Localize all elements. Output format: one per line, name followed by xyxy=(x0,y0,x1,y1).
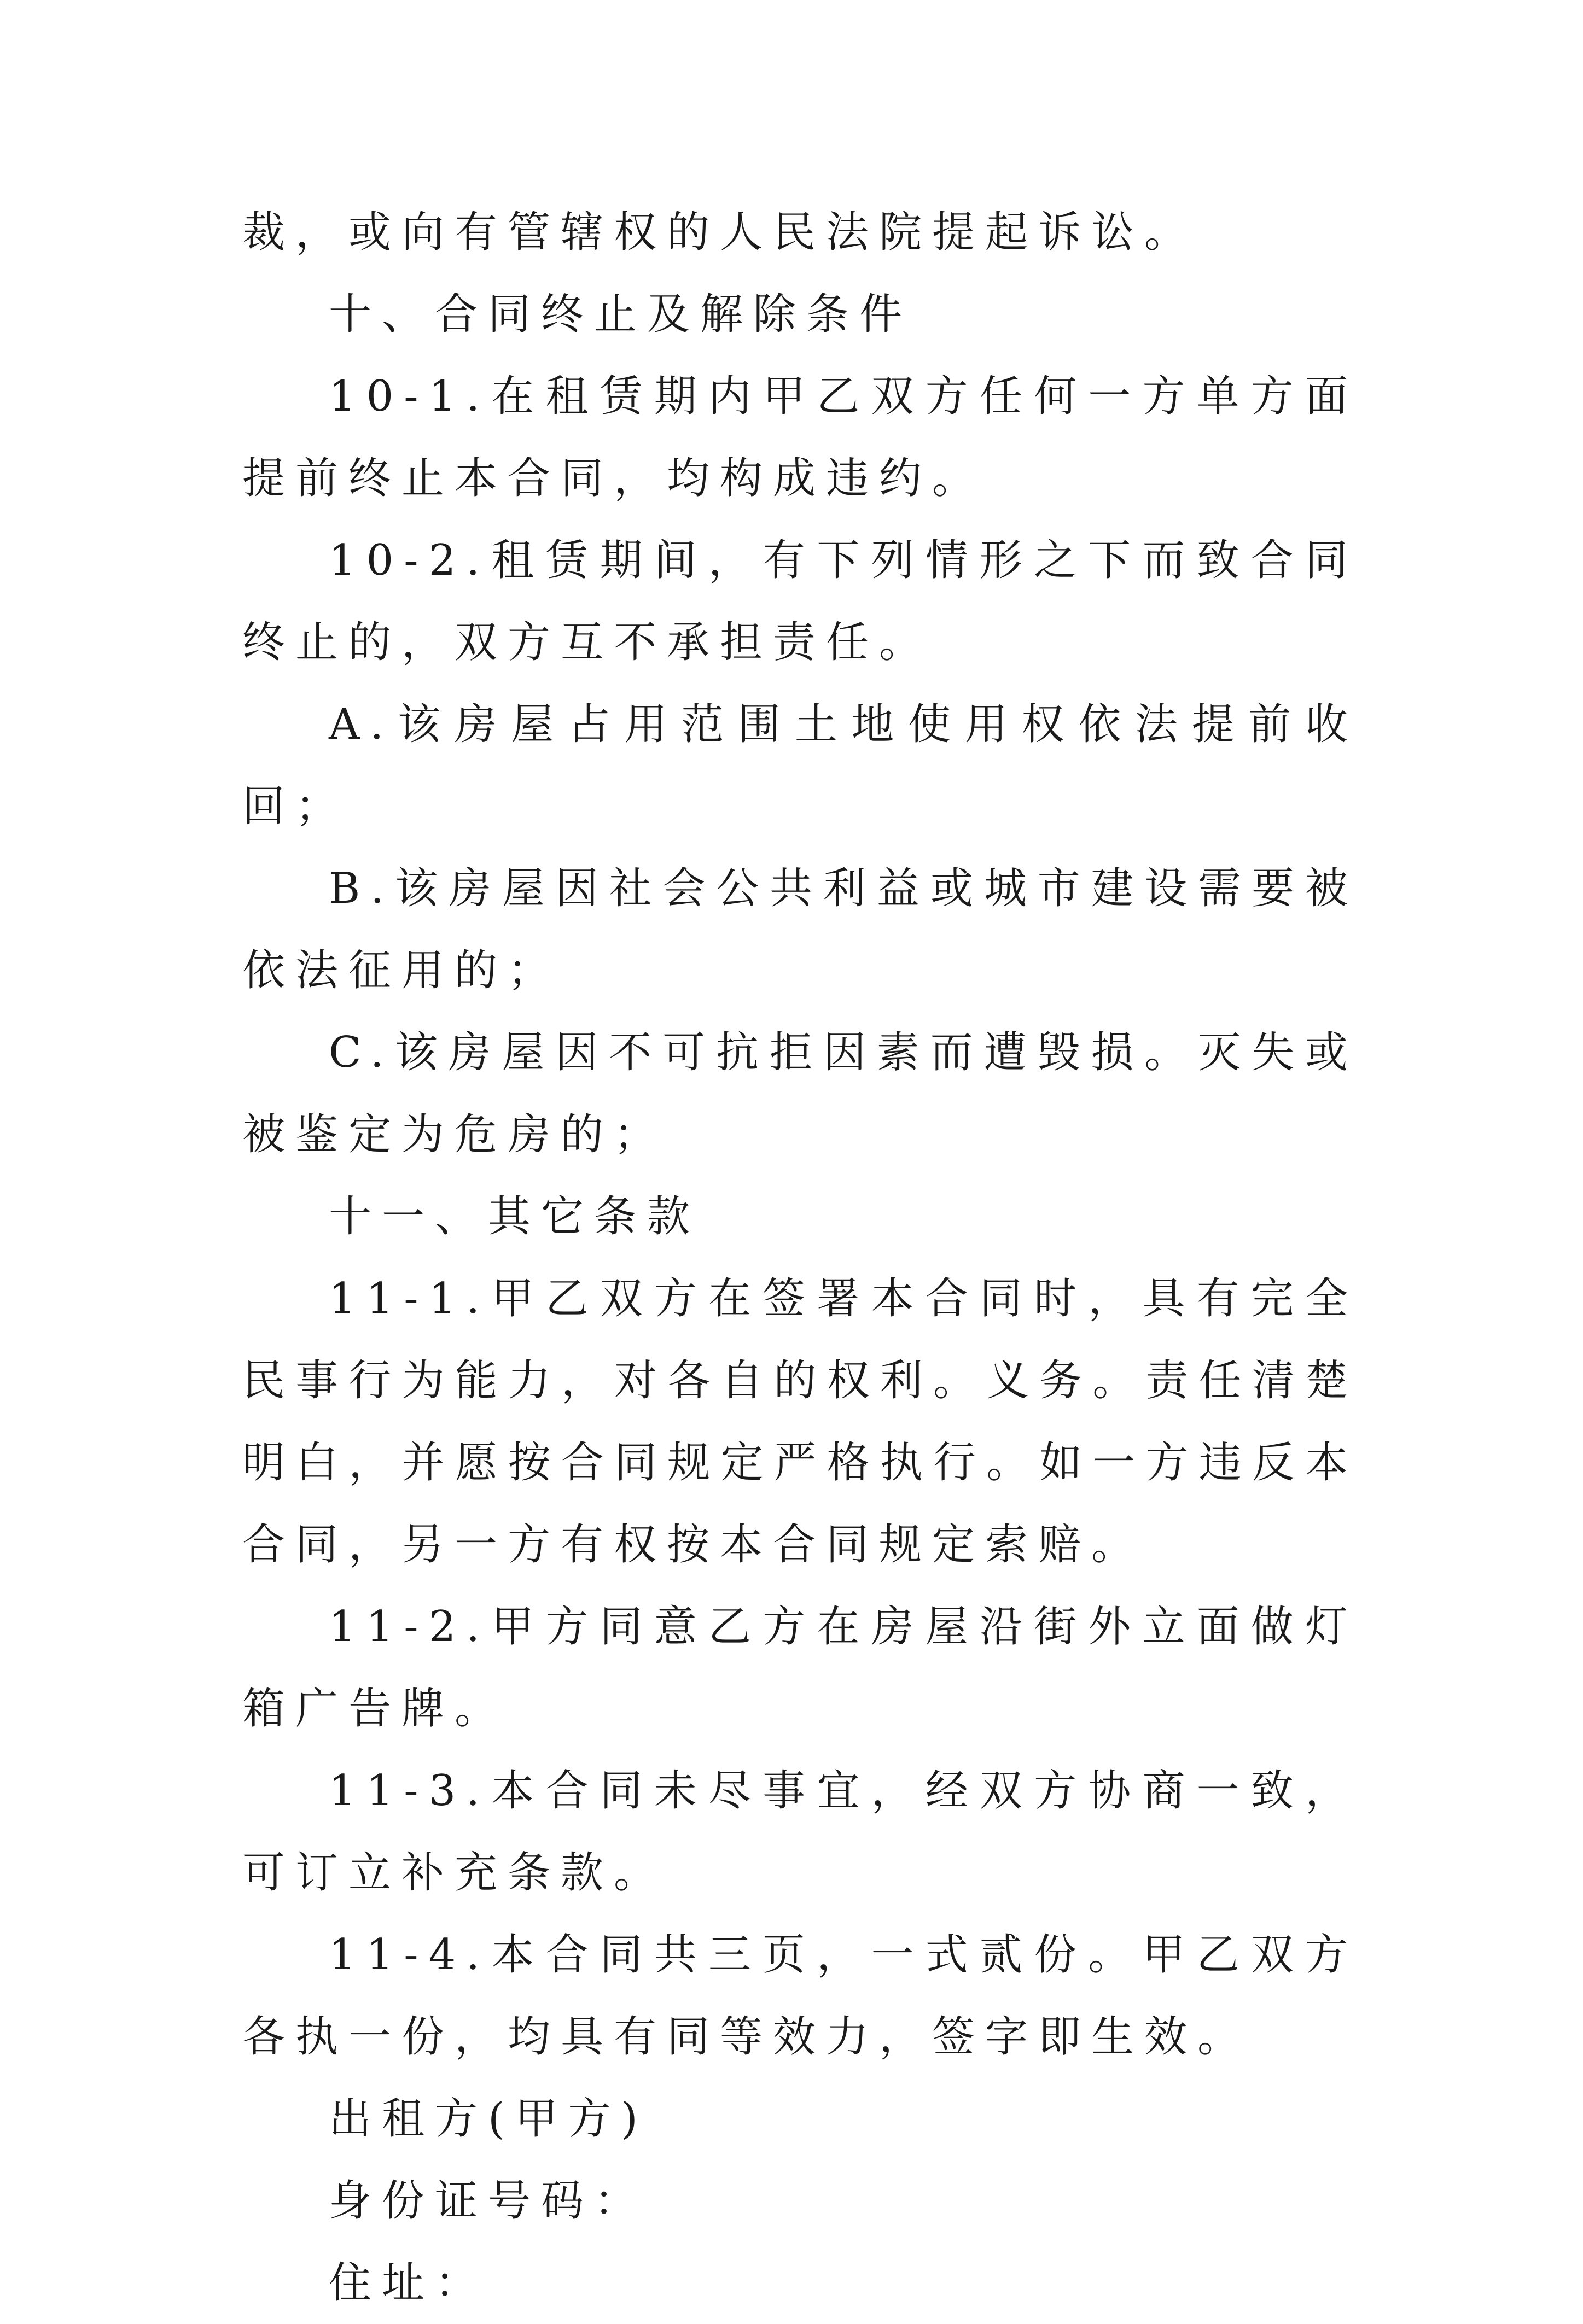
document-body xyxy=(242,191,1358,2324)
clause-item-a: A.该房屋占用范围土地使用权依法提前收回； xyxy=(242,700,1358,831)
id-number-label: 身份证号码： xyxy=(329,2176,648,2226)
clause-11-4: 11-4.本合同共三页，一式贰份。甲乙双方各执一份，均具有同等效力，签字即生效。 xyxy=(242,1930,1358,2062)
clause-11-3: 11-3.本合同未尽事宜，经双方协商一致，可订立补充条款。 xyxy=(242,1766,1358,1897)
clause-item-c: C.该房屋因不可抗拒因素而遭毁损。灭失或被鉴定为危房的； xyxy=(242,1028,1358,1159)
paragraph-continuation: 裁，或向有管辖权的人民法院提起诉讼。 xyxy=(242,208,1198,257)
section-heading-termination: 十、合同终止及解除条件 xyxy=(329,290,913,339)
address-label: 住址： xyxy=(329,2258,488,2308)
clause-item-b: B.该房屋因社会公共利益或城市建设需要被依法征用的； xyxy=(242,864,1358,995)
clause-10-2: 10-2.租赁期间，有下列情形之下而致合同终止的，双方互不承担责任。 xyxy=(242,536,1358,667)
lessor-label: 出租方(甲方) xyxy=(329,2094,648,2144)
clause-11-1: 11-1.甲乙双方在签署本合同时，具有完全民事行为能力，对各自的权利。义务。责任清楚明白，并愿按合同规定严格执行。如一方违反本合同，另一方有权按本合同规定索赔。 xyxy=(242,1274,1358,1569)
section-heading-other: 十一、其它条款 xyxy=(329,1192,701,1241)
clause-10-1: 10-1.在租赁期内甲乙双方任何一方单方面提前终止本合同，均构成违约。 xyxy=(242,372,1358,503)
clause-11-2: 11-2.甲方同意乙方在房屋沿街外立面做灯箱广告牌。 xyxy=(242,1602,1358,1733)
